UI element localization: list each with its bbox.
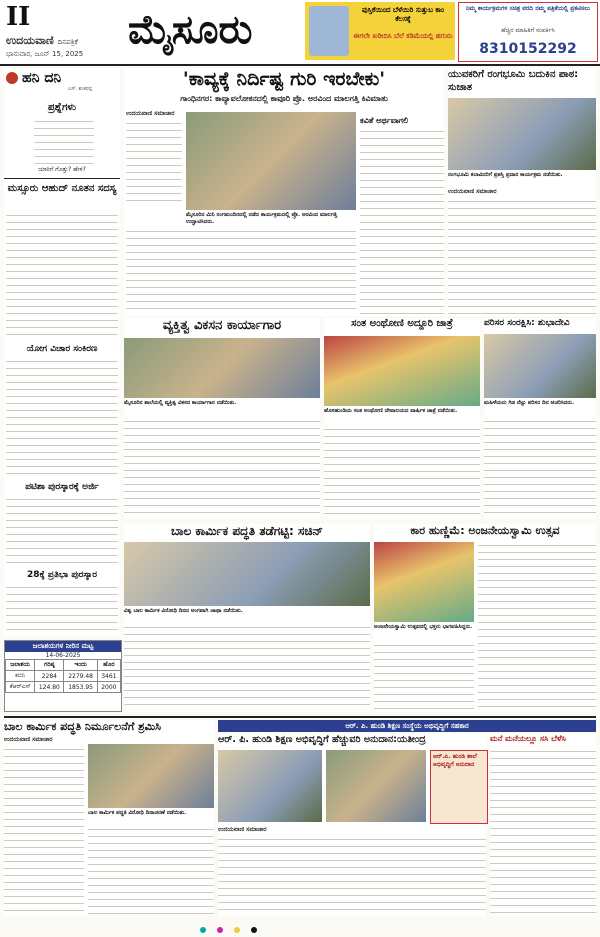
ad-image (309, 6, 349, 56)
story-body (126, 228, 356, 314)
photo-caption: ಮಹಿಳೆಯರು ಗಿಡ ನೆಟ್ಟು ಪರಿಸರ ದಿನ ಆಚರಿಸಿದರು. (484, 400, 596, 407)
table-row (6, 671, 121, 682)
table-cell: 3461 (97, 671, 120, 682)
story-body (324, 426, 480, 516)
story-body (4, 746, 84, 914)
byline: ಉದಯವಾಣಿ ಸಮಾಚಾರ (4, 736, 53, 743)
story-headline: 28ಕ್ಕೆ ಪ್ರತಿಭಾ ಪುರಸ್ಕಾರ (27, 570, 97, 580)
story-body (88, 826, 214, 914)
lead-story (124, 68, 444, 316)
table-cell: 124.80 (35, 682, 64, 693)
byline: ಉದಯವಾಣಿ ಸಮಾಚಾರ (126, 110, 175, 117)
story-photo (124, 542, 370, 606)
ad-contact-sub: ಹೆಚ್ಚಿನ ಮಾಹಿತಿಗೆ ಸಂಪರ್ಕಿಸಿ (501, 27, 555, 34)
table-cell: ಕೆಆರ್‌ಎಸ್ (6, 682, 35, 693)
byline: ಉದಯವಾಣಿ ಸಮಾಚಾರ (448, 188, 497, 195)
hani-dani-header (6, 70, 118, 92)
story-body (448, 198, 596, 314)
table-cell: 1853.95 (64, 682, 97, 693)
table-cell: 2279.48 (64, 671, 97, 682)
story-body (484, 418, 596, 516)
story-photo (88, 744, 214, 808)
workshop-story (124, 318, 320, 518)
church-fest-story (324, 318, 480, 518)
table-header: ಹೊರ (97, 660, 120, 671)
photo-caption: ಅಂಜನೇಯಸ್ವಾಮಿ ಉತ್ಸವದಲ್ಲಿ ಭಕ್ತರು ಭಾಗವಹಿಸಿದ್ದರು. (374, 624, 473, 630)
story-headline: ಪರಿಸರ ಸಂರಕ್ಷಿಸಿ: ಶುಭಾದೇವಿ (484, 318, 570, 328)
side-headline: ಕವಿತೆ ಅರ್ಥವಾಗಲಿ (360, 116, 409, 125)
pull-quote (430, 750, 488, 824)
story-body (478, 542, 596, 710)
story-photo (448, 98, 596, 170)
story-photo (324, 336, 480, 406)
bottom-main-story (218, 734, 486, 916)
story-body (6, 496, 118, 566)
story-body (374, 642, 474, 710)
reservoir-level-box (4, 640, 122, 712)
photo-caption: ಹೊಸಹುಂಡಿಯ ಸಂತ ಅಂಥೋಣಿ ದೇವಾಲಯದ ವಾರ್ಷಿಕ ಜಾತ್ರೆ ನಡೆಯಿತು. (324, 408, 480, 415)
story-photo (124, 338, 320, 398)
ad-text-top: ಪುಸ್ತಿಕೆಯಿಂದ ಬೆಳೆಯಿರಿ ಸುತ್ತುಬ ಕಾಂ ಕೆಲಸಕ್ಕೆ (361, 6, 445, 23)
story-body (218, 836, 486, 914)
table-cell: 2000 (97, 682, 120, 693)
table-cell: 2284 (35, 671, 64, 682)
story-body (126, 120, 182, 206)
table-row (6, 682, 121, 693)
print-registration-marks (200, 918, 400, 926)
story-body (360, 128, 444, 314)
ad-strip-text: ಆರ್. ಪಿ. ಹುಂಡಿ ಶಿಕ್ಷಣ ಸಂಸ್ಥೆಯ ಅಭಿವೃದ್ಧಿಗೆ ಸಹಕಾರ (345, 722, 469, 730)
city-title: ಮೈಸೂರು (128, 6, 253, 53)
paper-date: ಭಾನುವಾರ, ಜೂನ್ 15, 2025 (6, 50, 84, 58)
table-date: 14-06-2025 (45, 652, 81, 659)
story-headline: ಬಾಲ ಕಾರ್ಮಿಕ ಪದ್ಧತಿ ನಿರ್ಮೂಲನೆಗೆ ಶ್ರಮಿಸಿ (4, 720, 161, 733)
divider (4, 178, 120, 179)
pull-quote-text: ಆರ್.ಪಿ. ಹುಂಡಿ ಶಾಲೆ ಅಭಿವೃದ್ಧಿಗೆ ಅನುದಾನ (433, 753, 477, 768)
bottom-right-story (490, 734, 596, 916)
right-story (448, 68, 596, 316)
story-photo (218, 750, 322, 822)
story-body (124, 624, 370, 710)
section-divider (4, 716, 596, 718)
story-body (124, 418, 320, 516)
table-header: ಗರಿಷ್ಠ (35, 660, 64, 671)
story-photo (326, 750, 426, 822)
poem-title: ಪ್ರಶ್ನೆಗಳು (47, 102, 77, 113)
ad-text-bottom: ಈಗಲೇ ಖರೀದಿಸಿ ಬೆಲೆ ಕಡಿಮೆಯಲ್ಲಿ ಹಗುರು (353, 32, 453, 40)
poem-text (34, 118, 94, 164)
page-number: II (6, 2, 31, 32)
environment-story (484, 318, 596, 518)
paper-name: ಉದಯವಾಣಿ ದಿನಪತ್ರಿಕೆ (6, 34, 78, 47)
photo-caption: ಮೈಸೂರಿನ ಮಿನಿ ರಂಗಮಂದಿರದಲ್ಲಿ ನಡೆದ ಕಾರ್ಯಕ್ರಮದಲ್ಲಿ ಪ್ರೊ. ಅರವಿಂದ ಮಾಲಗತ್ತಿ ಉದ್ಘಾಟಿಸಿದರು. (186, 212, 356, 226)
photo-caption: ಬಾಲ ಕಾರ್ಮಿಕ ಪದ್ಧತಿ ವಿರೋಧಿ ದಿನಾಚರಣೆ ನಡೆಯಿತು. (88, 810, 214, 817)
story-photo (374, 542, 474, 622)
photo-caption: ರಂಗಭೂಮಿ ಕಲಾವಿದರಿಗೆ ಪ್ರಶಸ್ತಿ ಪ್ರದಾನ ಕಾರ್ಯಕ್ರಮ ನಡೆಯಿತು. (448, 172, 596, 179)
story-headline: ಕಾರ ಹುಣ್ಣಿಮೆ: ಅಂಜನೇಯಸ್ವಾಮಿ ಉತ್ಸವ (410, 524, 560, 537)
story-body (6, 584, 118, 634)
story-headline: ಮಸ್ಸೂರು ಆಹುದ್ ನೂತನ ಸದಸ್ಯ (7, 183, 117, 194)
story-headline: ಆರ್. ಪಿ. ಹುಂಡಿ ಶಿಕ್ಷಣ ಅಭಿವೃದ್ಧಿಗೆ ಹೆಚ್ಚುವರಿ ಅನುದಾನ:ಯತೀಂದ್ರ (218, 734, 426, 745)
poem-question: ಯಾರಿಗೆ ಗೊತ್ತು? ಹೇಳಿ? (38, 166, 86, 173)
table-title: ಜಲಾಶಯಗಳ ನೀರಿನ ಮಟ್ಟ (5, 641, 121, 652)
ad-phone-number: 8310152292 (479, 41, 577, 57)
advertisement-banner[interactable] (305, 2, 455, 60)
lead-photo (186, 112, 356, 210)
lead-subhead: ಗಾಂಧಿನಗರ: ಕಾವ್ಯಾವಲೋಕನದಲ್ಲಿ ಕಾವೂರಿ ಪ್ರೊ. ಅರವಿಂದ ಮಾಲಗತ್ತಿ ಕಿವಿಮಾತು (180, 94, 388, 103)
story-headline: ಯೋಗ ವಿಚಾರ ಸಂಕಿರಣ (26, 344, 98, 354)
story-headline: ವ್ಯಕ್ತಿತ್ವ ವಿಕಸನ ಕಾರ್ಯಾಗಾರ (162, 318, 282, 333)
left-column (4, 68, 120, 636)
bottom-left-story (4, 720, 214, 916)
child-labour-story (124, 524, 370, 712)
story-body (6, 358, 118, 478)
column-title: ಹನಿ ದನಿ (22, 70, 62, 86)
story-headline: ಸಂತ ಅಂಥೋಣಿ ಅದ್ದೂರಿ ಜಾತ್ರೆ (351, 318, 453, 329)
story-headline: ಮನೆ ಮನೆಯಲ್ಲೂ ಸಸಿ ಬೆಳೆಸಿ (490, 734, 566, 743)
festival-story (374, 524, 596, 712)
story-headline: ಪಟಿಶಾ ಪುರಸ್ಕಾರಕ್ಕೆ ಅರ್ಜಿ (25, 482, 99, 492)
column-author: ಎಸ್. ಶಂಕರಪ್ಪ (68, 86, 93, 92)
story-headline: ಯುವಕರಿಗೆ ರಂಗಭೂಮಿ ಬದುಕಿನ ಪಾಠ: ಸುಜಾತ (448, 69, 579, 93)
story-body (490, 748, 596, 914)
story-photo (484, 334, 596, 398)
story-body (6, 212, 118, 340)
table-header: ಇಂದು (64, 660, 97, 671)
ad-contact-title: ನಿಮ್ಮ ಕಾರ್ಯಕ್ರಮಗಳ ಸಚಿತ್ರ ವರದಿ ನಮ್ಮ ಪತ್ರಿಕೆಯಲ್ಲಿ ಪ್ರಕಟಿಸಲು (465, 5, 590, 12)
table-cell: ಕಬಿನಿ (6, 671, 35, 682)
masthead (0, 0, 600, 66)
reservoir-table (5, 659, 121, 693)
table-header: ಜಲಾಶಯ (6, 660, 35, 671)
ad-strip (218, 720, 596, 732)
photo-caption: ಮೈಸೂರಿನ ಶಾಲೆಯಲ್ಲಿ ವ್ಯಕ್ತಿತ್ವ ವಿಕಸನ ಕಾರ್ಯಾಗಾರ ನಡೆಯಿತು. (124, 400, 320, 407)
drop-icon (6, 72, 18, 84)
lead-headline: 'ಕಾವ್ಯಕ್ಕೆ ನಿರ್ದಿಷ್ಟ ಗುರಿ ಇರಬೇಕು' (182, 68, 386, 90)
photo-caption: ವಿಶ್ವ ಬಾಲ ಕಾರ್ಮಿಕ ವಿರೋಧಿ ದಿನದ ಅಂಗವಾಗಿ ಜಾಥಾ ನಡೆಯಿತು. (124, 608, 370, 615)
contact-advertisement[interactable] (458, 2, 598, 62)
byline: ಉದಯವಾಣಿ ಸಮಾಚಾರ (218, 826, 267, 833)
story-headline: ಬಾಲ ಕಾರ್ಮಿಕ ಪದ್ಧತಿ ತಡೆಗಟ್ಟಿ: ಸಚಿನ್ (171, 524, 323, 538)
